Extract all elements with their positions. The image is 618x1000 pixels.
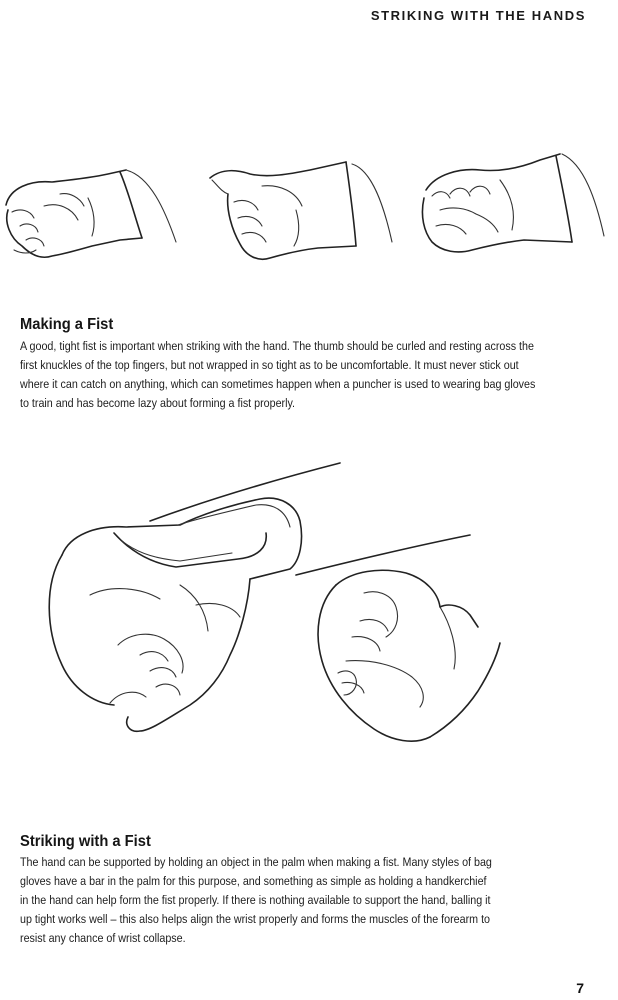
fist-illustrations-row — [0, 150, 618, 280]
section-title-striking-with-a-fist: Striking with a Fist — [20, 833, 151, 850]
body-line: A good, tight fist is important when striking with the hand. The thumb should be curled and resting across the — [20, 339, 534, 353]
body-line: first knuckles of the top fingers, but not wrapped in so tight as to be uncomfortable. It must never stick out — [20, 358, 519, 372]
body-line: in the hand can help form the fist properly. If there is nothing available to support the hand, balling it — [20, 893, 491, 907]
fist-gripping-object-drawing — [318, 570, 500, 741]
fist-front-view-drawing — [422, 154, 604, 252]
page-number: 7 — [576, 980, 584, 996]
body-line: where it can catch on anything, which can sometimes happen when a puncher is used to wearing bag gloves — [20, 377, 536, 391]
gloved-and-bare-fist-illustration — [0, 455, 618, 755]
section-body-making-a-fist — [20, 337, 574, 413]
body-line: The hand can be supported by holding an object in the palm when making a fist. Many styles of bag — [20, 855, 492, 869]
body-line: up tight works well – this also helps align the wrist properly and forms the muscles of the forearm to — [20, 912, 491, 926]
fist-side-view-drawing — [6, 170, 176, 257]
section-title-making-a-fist: Making a Fist — [20, 316, 114, 333]
fist-angled-view-drawing — [210, 162, 392, 259]
section-body-striking-with-a-fist — [20, 853, 574, 948]
body-line: resist any chance of wrist collapse. — [20, 931, 186, 945]
running-header: STRIKING WITH THE HANDS — [370, 8, 586, 23]
gloved-fist-drawing — [49, 498, 301, 731]
body-line: gloves have a bar in the palm for this purpose, and something as simple as holding a handkerchief — [20, 874, 487, 888]
body-line: to train and has become lazy about forming a fist properly. — [20, 396, 296, 410]
